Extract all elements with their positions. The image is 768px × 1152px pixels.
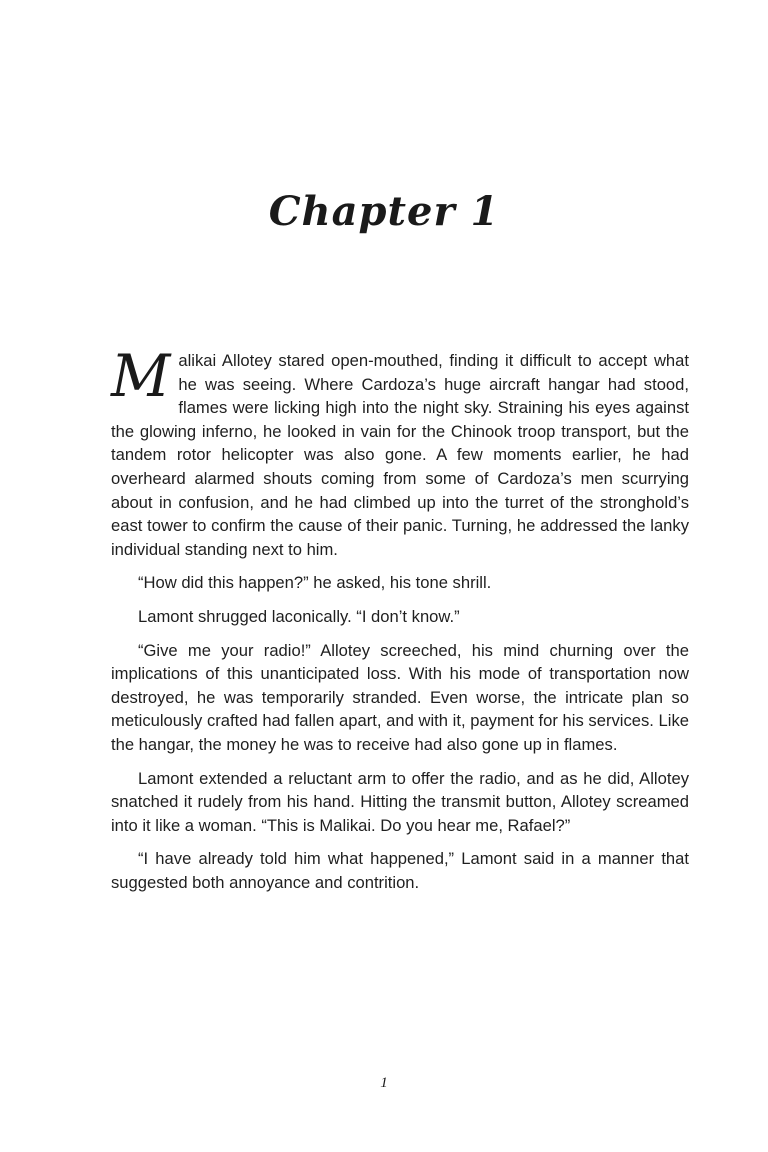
paragraph-2: “How did this happen?” he asked, his tone shrill.	[138, 573, 492, 593]
paragraph-1	[111, 342, 689, 561]
paragraph-6: “I have already told him what happened,” Lamont said in a manner that suggested both annoyance and contrition.	[111, 849, 689, 892]
chapter-title: Chapter 1	[268, 188, 500, 235]
paragraph-1-text: alikai Allotey stared open-mouthed, finding it difficult to accept what he was seeing. Where Cardoza’s huge aircraft hangar had stood, flames were licking high into the night sky. Straining his eyes against the glowing inferno, he looked in vain for the Chinook troop transport, but the tandem rotor helicopter was also gone. A few moments earlier, he had overheard alarmed shouts coming from some of Cardoza’s men scurrying about in confusion, and he had climbed up into the turret of the stronghold’s east tower to confirm the cause of their panic. Turning, he addressed the lanky individual standing next to him.	[111, 351, 689, 559]
page-number: 1	[380, 1075, 388, 1091]
paragraph-4: “Give me your radio!” Allotey screeched, his mind churning over the implications of this unanticipated loss. With his mode of transportation now destroyed, he was temporarily stranded. Even worse, the intricate plan so meticulously crafted had fallen apart, and with it, payment for his services. Like the hangar, the money he was to receive had also gone up in flames.	[111, 640, 689, 754]
paragraph-3: Lamont shrugged laconically. “I don’t know.”	[138, 606, 460, 626]
drop-cap: M	[111, 342, 171, 410]
paragraph-5: Lamont extended a reluctant arm to offer the radio, and as he did, Allotey snatched it rudely from his hand. Hitting the transmit button, Allotey screamed into it like a woman. “This is Malikai. Do you hear me, Rafael?”	[111, 768, 689, 835]
chapter-body	[111, 342, 689, 904]
